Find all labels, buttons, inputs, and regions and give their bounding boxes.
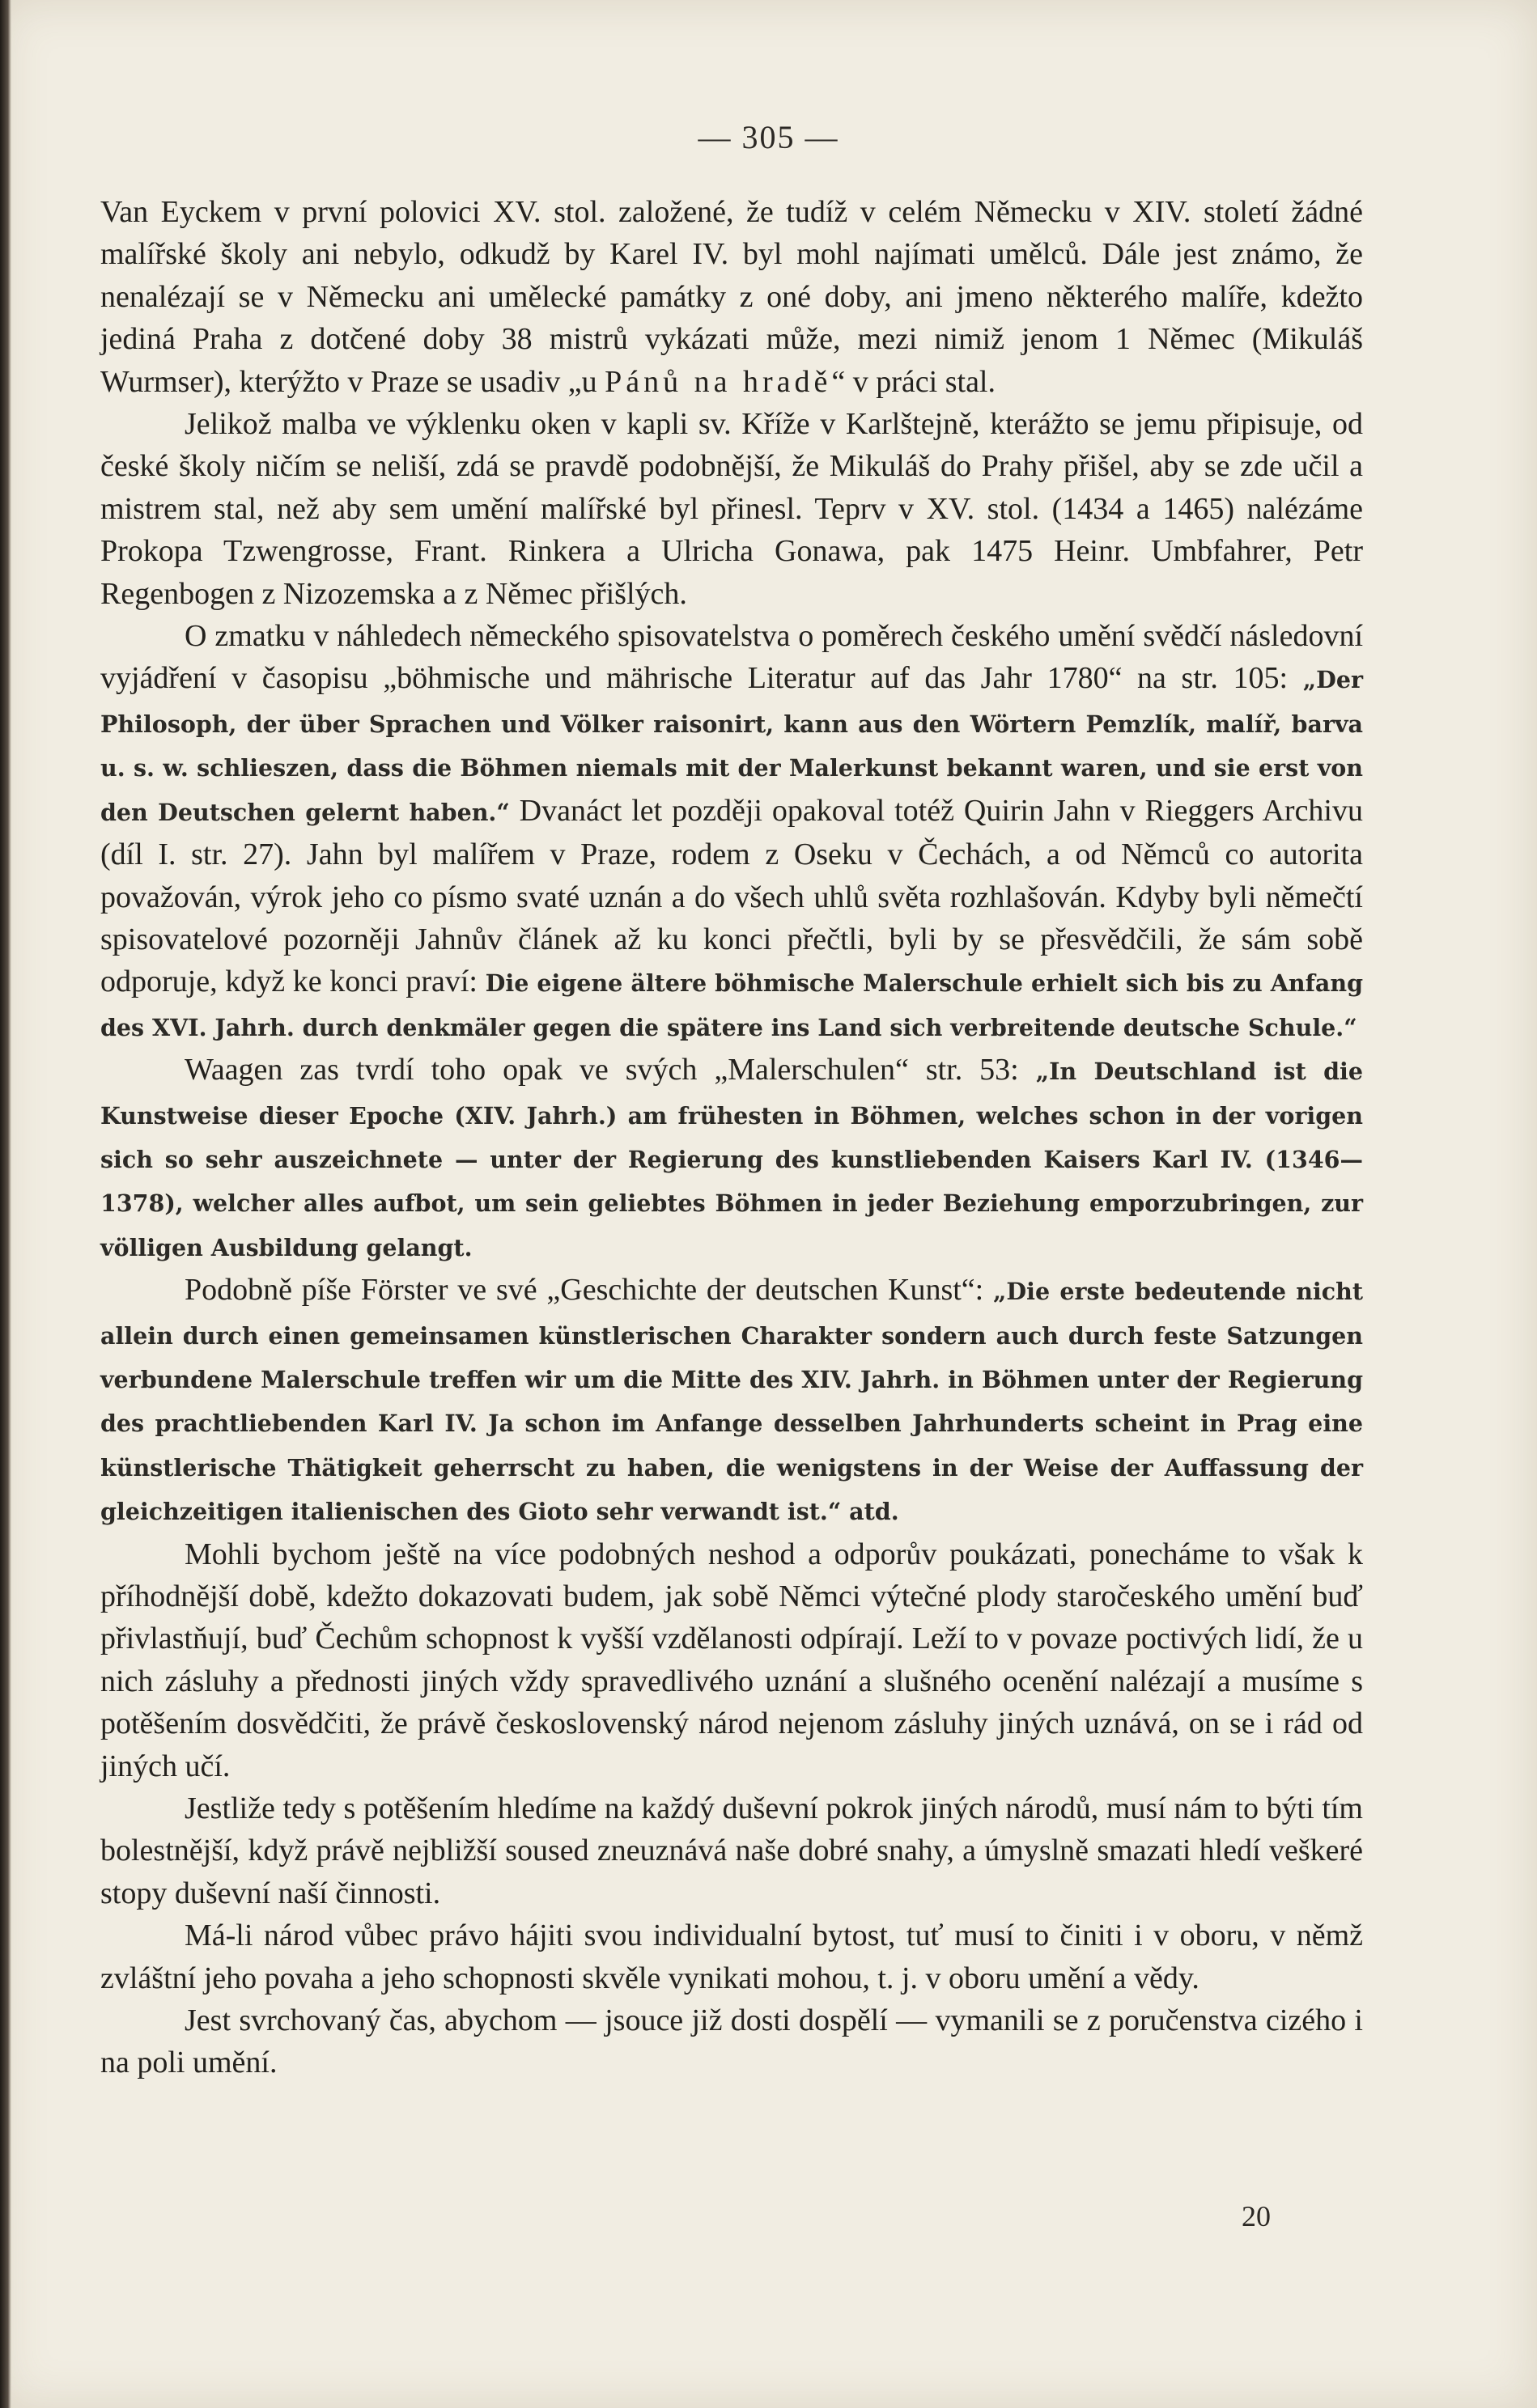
paragraph-9	[100, 1999, 1363, 2084]
paragraph-3	[100, 615, 1363, 1049]
text-segment: Jestliže tedy s potěšením hledíme na každý duševní pokrok jiných národů, musí nám to býti tím bolestnější, když právě nejbližší soused zneuznává naše dobré snahy, a úmyslně smazati hledí veškeré stopy duševní naší činnosti.	[100, 1791, 1363, 1910]
text-segment: O zmatku v náhledech německého spisovatelstva o poměrech českého umění svědčí následovní vyjádření v časopisu „böhmische und mährische Literatur auf das Jahr 1780“ na str. 105:	[100, 619, 1363, 696]
text-segment: Mohli bychom ještě na více podobných neshod a odporův poukázati, ponecháme to však k příhodnější době, kdežto dokazovati budem, jak sobě Němci výtečné plody staročeského umění buď přivlastňují, buď Čechům schopnost k vyšší vzdělanosti odpírají. Leží to v povaze poctivých lidí, že u nich zásluhy a přednosti jiných vždy spravedlivého uznání a slušného ocenění nalézají a musíme s potěšením dosvědčiti, že právě československý národ nejenom zásluhy jiných uznává, on se i rád od jiných učí.	[100, 1537, 1363, 1783]
paragraph-8	[100, 1914, 1363, 1999]
text-segment: Waagen zas tvrdí toho opak ve svých „Malerschulen“ str. 53:	[185, 1053, 1036, 1087]
german-quote: „Der Philosoph, der über Sprachen und Völker raisonirt, kann aus den Wörtern Pemzlík, malíř, barva u. s. w. schlieszen, dass die Böhmen niemals mit der Malerkunst bekannt waren, und sie erst von den Deutschen gelernt haben.“	[100, 666, 1363, 826]
german-quote: „Die erste bedeutende nicht allein durch einen gemeinsamen künstlerischen Charakter sondern auch durch feste Satzungen verbundene Malerschule treffen wir um die Mitte des XIV. Jahrh. in Böhmen unter der Regierung des prachtliebenden Karl IV. Ja schon im Anfange desselben Jahrhunderts scheint in Prag eine künstlerische Thätigkeit geherrscht zu haben, die wenigstens in der Weise der Auffassung der gleichzeitigen italienischen des Gioto sehr verwandt ist.“ atd.	[100, 1278, 1363, 1526]
paragraph-7	[100, 1787, 1363, 1914]
text-segment: Jest svrchovaný čas, abychom — jsouce již dosti dospělí — vymanili se z poručenstva cizého i na poli umění.	[100, 2003, 1363, 2080]
paragraph-1	[100, 191, 1363, 403]
page-number: — 305 —	[698, 119, 839, 155]
paragraph-6	[100, 1533, 1363, 1787]
text-segment: Podobně píše Förster ve své „Geschichte der deutschen Kunst“:	[185, 1273, 994, 1308]
paragraph-2	[100, 403, 1363, 615]
body-text	[100, 191, 1363, 2084]
page-edge-shadow	[0, 0, 11, 2408]
printer-signature-mark: 20	[1242, 2200, 1271, 2232]
text-segment: Jelikož malba ve výklenku oken v kapli sv. Kříže v Karlštejně, kterážto se jemu připisuje, od české školy ničím se neliší, zdá se pravdě podobnější, že Mikuláš do Prahy přišel, aby se zde učil a mistrem stal, než aby sem umění malířské byl přinesl. Teprv v XV. stol. (1434 a 1465) nalézáme Prokopa Tzwengrosse, Frant. Rinkera a Ulricha Gonawa, pak 1475 Heinr. Umbfahrer, Petr Regenbogen z Nizozemska a z Němec přišlých.	[100, 407, 1363, 611]
text-segment: Má-li národ vůbec právo hájiti svou individualní bytost, tuť musí to činiti i v oboru, v němž zvláštní jeho povaha a jeho schopnosti skvěle vynikati mohou, t. j. v oboru umění a vědy.	[100, 1918, 1363, 1995]
text-segment: Van Eyckem v první polovici XV. stol. založené, že tudíž v celém Německu v XIV. století žádné malířské školy ani nebylo, odkudž by Karel IV. byl mohl najímati umělců. Dále jest známo, že nenalézají se v Německu ani umělecké památky z oné doby, ani jmeno některého malíře, kdežto jediná Praha z dotčené doby 38 mistrů vykázati může, mezi nimiž jenom 1 Němec (Mikuláš Wurmser), kterýžto v Praze se usadiv „u	[100, 195, 1363, 399]
german-quote: „In Deutschland ist die Kunstweise dieser Epoche (XIV. Jahrh.) am frühesten in Böhmen, welches schon in der vorigen sich so sehr auszeichnete — unter der Regierung des kunstliebenden Kaisers Karl IV. (1346—1378), welcher alles aufbot, um sein geliebtes Böhmen in jeder Beziehung emporzubringen, zur völligen Ausbildung gelangt.	[100, 1058, 1363, 1261]
text-segment: “ v práci stal.	[831, 364, 996, 399]
paragraph-4	[100, 1049, 1363, 1269]
german-quote: Die eigene ältere böhmische Malerschule erhielt sich bis zu Anfang des XVI. Jahrh. durch denkmäler gegen die spätere ins Land sich verbreitende deutsche Schule.“	[100, 969, 1363, 1041]
text-segment: Dvanáct let později opakoval totéž Quirin Jahn v Rieggers Archivu (díl I. str. 27). Jahn byl malířem v Praze, rodem z Oseku v Čechách, a od Němců co autorita považován, výrok jeho co písmo svaté uznán a do všech uhlů světa rozhlašován. Kdyby byli němečtí spisovatelové pozorněji Jahnův článek až ku konci přečtli, byli by se přesvědčili, že sám sobě odporuje, když ke konci praví:	[100, 793, 1363, 999]
spaced-text: Pánů na hradě	[605, 364, 832, 399]
paragraph-5	[100, 1269, 1363, 1533]
